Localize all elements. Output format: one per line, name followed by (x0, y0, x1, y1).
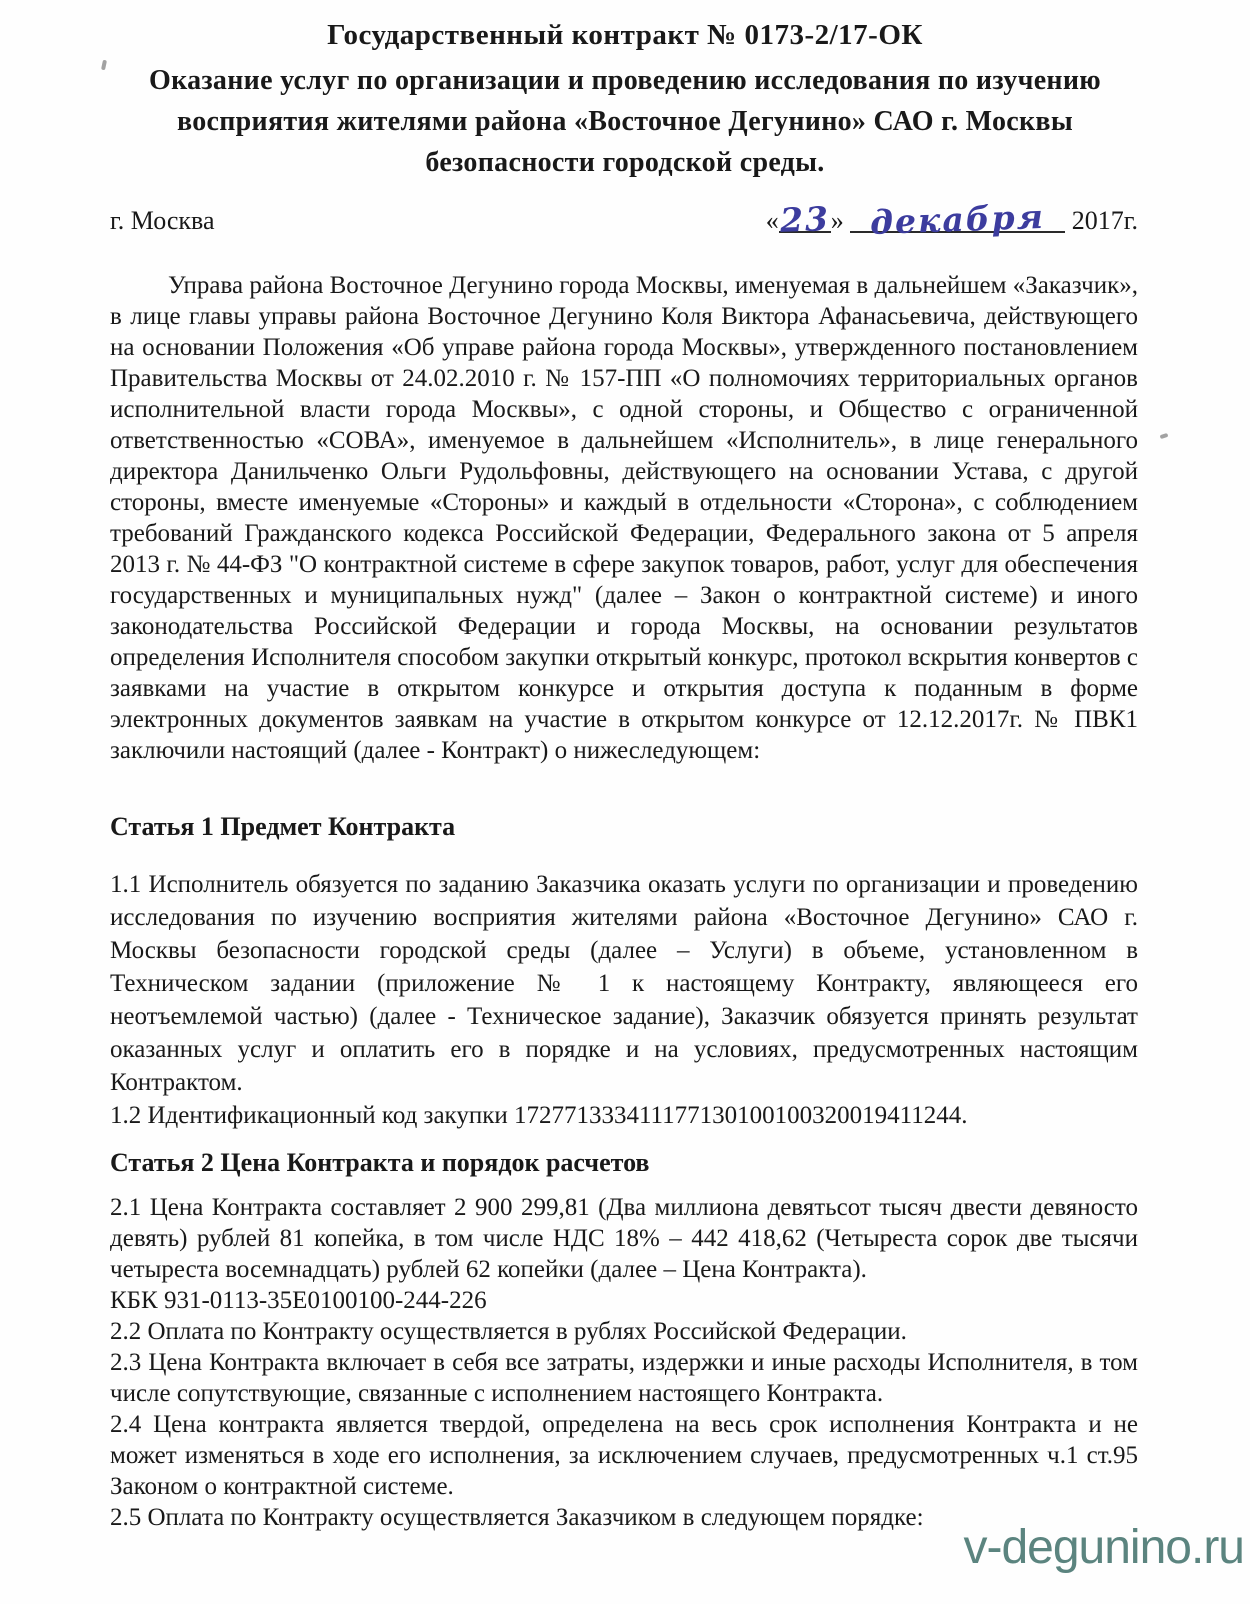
handwritten-month: декабря (869, 196, 1046, 243)
date-open-quote: « (765, 206, 779, 235)
clause-2-3: 2.3 Цена Контракта включает в себя все затраты, издержки и иные расходы Исполнителя, в том числе сопутствующие, связанные с исполнением настоящего Контракта. (110, 1349, 1138, 1407)
scan-artifact (1160, 433, 1169, 439)
kbk-code-line: КБК 931-0113-35Е0100100-244-226 (110, 1287, 487, 1314)
clause-1-2: 1.2 Идентификационный код закупки 172771333411177130100100320019411244. (110, 1102, 968, 1129)
clause-1-1: 1.1 Исполнитель обязуется по заданию Заказчика оказать услуги по организации и проведению исследования по изучению восприятия жителями района «Восточное Дегунино» САО г. Москвы безопасности городской среды (далее – Услуги) в объеме, установленном в Техническом задании (приложение № 1 к настоящему Контракту, являющееся его неотъемлемой частью) (далее - Техническое задание), Заказчик обязуется принять результат оказанных услуг и оплатить его в порядке и на условиях, предусмотренных настоящим Контрактом. (110, 871, 1138, 1096)
preamble-paragraph: Управа района Восточное Дегунино города Москвы, именуемая в дальнейшем «Заказчик», в лице главы управы района Восточное Дегунино Коля Виктора Афанасьевича, действующего на основании Положения «Об управе района города Москвы», утвержденного постановлением Правительства Москвы от 24.02.2010 г. № 157-ПП «О полномочиях территориальных органов исполнительной власти города Москвы», с одной стороны, и Общество с ограниченной ответственностью «СОВА», именуемое в дальнейшем «Исполнитель», в лице генерального директора Данильченко Ольги Рудольфовны, действующего на основании Устава, с другой стороны, вместе именуемые «Стороны» и каждый в отдельности «Сторона», с соблюдением требований Гражданского кодекса Российской Федерации, Федерального закона от 5 апреля 2013 г. № 44-ФЗ "О контрактной системе в сфере закупок товаров, работ, услуг для обеспечения государственных и муниципальных нужд" (далее – Закон о контрактной системе) и иного законодательства Российской Федерации и города Москвы, на основании результатов определения Исполнителя способом закупки открытый конкурс, протокол вскрытия конвертов с заявками на участие в открытом конкурсе и открытия доступа к поданным в форме электронных документов заявкам на участие в открытом конкурсе от 12.12.2017г. № ПВК1 заключили настоящий (далее - Контракт) о нижеследующем: (110, 272, 1138, 764)
section-2-body (110, 1192, 1138, 1533)
contract-subtitle-line-3: безопасности городской среды. (425, 147, 825, 178)
section-1-heading: Статья 1 Предмет Контракта (110, 812, 456, 841)
site-watermark: v-degunino.ru (963, 1521, 1244, 1574)
date-day-blank (779, 199, 831, 240)
handwritten-day: 23 (779, 199, 831, 240)
clause-2-4: 2.4 Цена контракта является твердой, определена на весь срок исполнения Контракта и не может изменяться в ходе его исполнения, за исключением случаев, предусмотренных ч.1 ст.95 Законом о контрактной системе. (110, 1411, 1138, 1500)
clause-2-1: 2.1 Цена Контракта составляет 2 900 299,81 (Два миллиона девятьсот тысяч двести девяносто девять) рублей 81 копейка, в том числе НДС 18% – 442 418,62 (Четыреста сорок две тысячи четыреста восемнадцать) рублей 62 копейки (далее – Цена Контракта). (110, 1194, 1138, 1283)
clause-2-2: 2.2 Оплата по Контракту осуществляется в рублях Российской Федерации. (110, 1318, 907, 1345)
place-and-date-row (110, 196, 1138, 243)
contract-title: Государственный контракт № 0173-2/17-ОК (327, 19, 923, 51)
section-1-body (110, 868, 1138, 1132)
signing-date (765, 196, 1138, 243)
contract-subtitle-line-2: восприятия жителями района «Восточное Дегунино» САО г. Москвы (176, 106, 1074, 137)
contract-subtitle-line-1: Оказание услуг по организации и проведению исследования по изучению (148, 65, 1101, 96)
date-year: 2017г. (1071, 206, 1138, 235)
date-month-blank (850, 196, 1065, 243)
city-label: г. Москва (110, 206, 215, 235)
document-header (60, 16, 1190, 183)
date-close-quote: » (830, 206, 844, 235)
section-2-heading: Статья 2 Цена Контракта и порядок расчетов (110, 1148, 650, 1177)
clause-2-5: 2.5 Оплата по Контракту осуществляется Заказчиком в следующем порядке: (110, 1504, 924, 1531)
